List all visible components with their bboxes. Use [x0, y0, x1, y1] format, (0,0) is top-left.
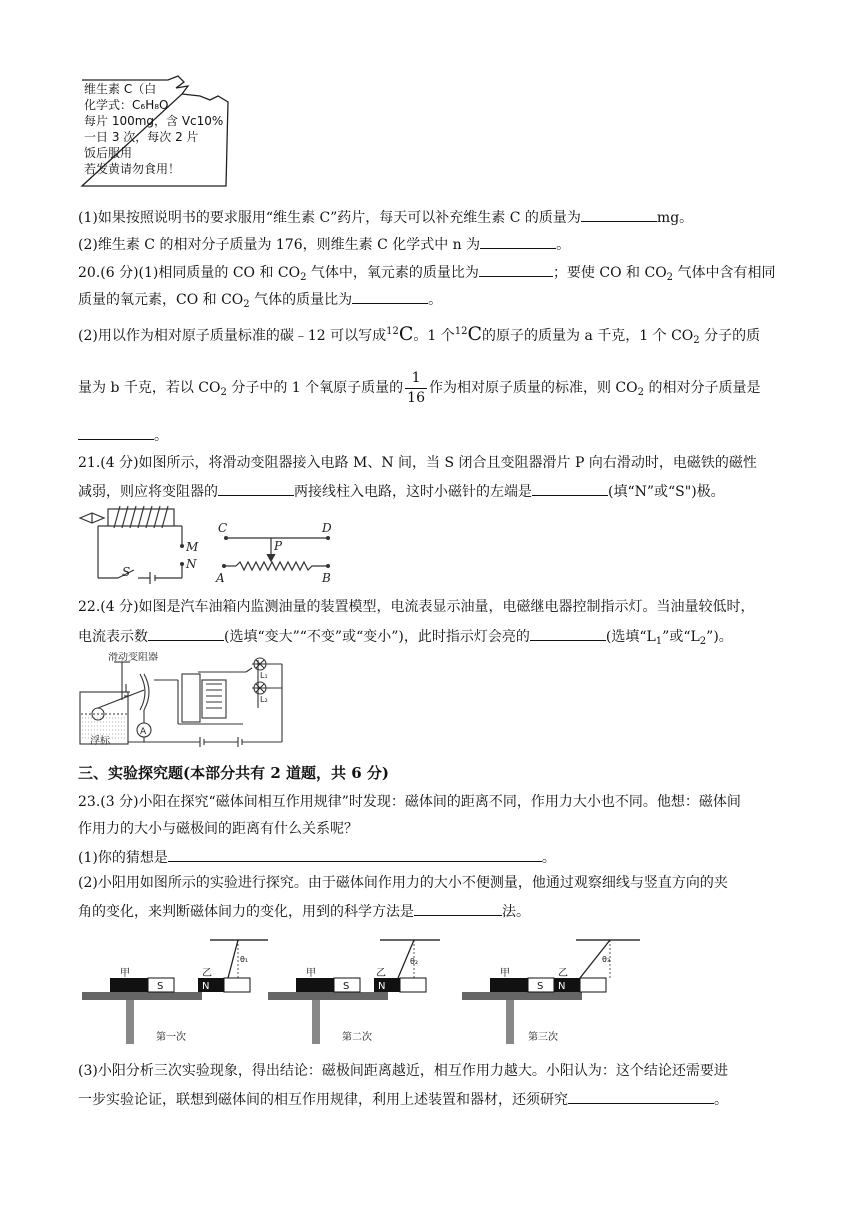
relay-coil-icon — [202, 680, 226, 718]
q20-l1-text: ；要使 CO 和 CO — [552, 265, 667, 281]
q19-p1-text: (1)如果按照说明书的要求服用“维生素 C”药片，每天可以补充维生素 C 的质量为 — [78, 210, 581, 226]
q19-part1 — [78, 206, 693, 228]
subscript: 2 — [220, 387, 227, 398]
trial-3 — [462, 940, 640, 1044]
answer-blank[interactable] — [532, 480, 608, 496]
label-s: S — [122, 565, 131, 579]
q20-line2 — [78, 288, 442, 315]
q23-part2-line1: (2)小阳用如图所示的实验进行探究。由于磁体间作用力的大小不便测量，他通过观察细线与竖直方向的夹 — [78, 875, 728, 891]
angle-label: θ₂ — [410, 957, 419, 966]
q21-line2 — [78, 480, 725, 502]
q23-part3-line2 — [78, 1088, 728, 1110]
label-m: M — [186, 540, 199, 554]
ammeter-label: A — [140, 727, 147, 737]
q23-line2: 作用力的大小与磁极间的距离有什么关系呢？ — [78, 821, 358, 837]
label-warning: 若发黄请勿食用！ — [84, 162, 181, 176]
q22-line1: 22.(4 分)如图是汽车油箱内监测油量的装置模型，电流表显示油量，电磁继电器控制指示灯。当油量较低时， — [78, 599, 755, 615]
answer-blank[interactable] — [530, 625, 606, 641]
lamp-l2-label: L₂ — [260, 695, 268, 704]
q21-l2-text: 两接线柱入电路，这时小磁针的左端是 — [294, 484, 532, 500]
trial-1-caption: 第一次 — [156, 1032, 186, 1043]
q22-line2 — [78, 625, 733, 652]
pole-s-label: S — [537, 981, 544, 992]
subscript: 2 — [699, 636, 707, 647]
answer-blank[interactable] — [480, 233, 556, 249]
label-after-meal: 饭后服用 — [84, 146, 133, 160]
angle-label: θ₁ — [240, 955, 249, 964]
fraction-denominator: 16 — [407, 389, 425, 406]
q22-l2-text: 电流表示数 — [78, 629, 148, 645]
q20-line1 — [78, 261, 776, 288]
magnet-yi-label: 乙 — [558, 968, 568, 979]
q22-l2-text: (选填“L — [605, 629, 656, 645]
magnet-jia-label: 甲 — [500, 968, 510, 979]
q20-line5 — [78, 424, 168, 446]
label-d: D — [322, 521, 332, 535]
q22-l2-text: ”或“L — [662, 629, 700, 645]
trial-2 — [268, 940, 440, 1044]
fraction-numerator: 1 — [405, 369, 427, 389]
q20-line3 — [78, 322, 760, 351]
terminal-b — [326, 564, 330, 568]
label-title: 维生素 C（白 — [84, 82, 157, 96]
q22-l2-text: (选填“变大”“不变”或“变小”)，此时指示灯会亮的 — [224, 629, 530, 645]
q20-l4-text: 的相对分子质量是 — [644, 380, 761, 396]
carbon-symbol: C — [398, 323, 414, 345]
q23-part3-line1: (3)小阳分析三次实验现象，得出结论：磁极间距离越近，相互作用力越大。小阳认为：这个结论还需要进 — [78, 1063, 728, 1079]
pole-n-label: N — [378, 981, 386, 992]
label-n: N — [186, 557, 197, 571]
answer-blank[interactable] — [568, 1088, 714, 1104]
q23-l3-end: 。 — [541, 850, 556, 866]
subscript: 2 — [693, 335, 700, 346]
q20-l2-text: 质量的氧元素，CO 和 CO — [78, 292, 244, 308]
q20-l2-text: 。 — [428, 292, 443, 308]
q21-line1: 21.(4 分)如图所示，将滑动变阻器接入电路 M、N 间，当 S 闭合且变阻器滑片 P 向右滑动时，电磁铁的磁性 — [78, 455, 757, 471]
answer-blank[interactable] — [148, 625, 224, 641]
section-3-heading: 三、实验探究题(本部分共有 2 道题，共 6 分) — [78, 764, 389, 782]
q20-l1-text: 气体中含有相同 — [673, 265, 776, 281]
trial-3-caption: 第三次 — [528, 1032, 558, 1043]
q19-part2 — [78, 233, 570, 255]
magnet-yi-label: 乙 — [202, 968, 212, 979]
subscript: 2 — [637, 387, 644, 398]
q20-l5-end: 。 — [154, 428, 168, 444]
magnet-experiment-figure — [80, 934, 650, 1046]
terminal-n — [180, 562, 184, 566]
angle-label: θ₃ — [602, 955, 611, 964]
superscript: 12 — [386, 326, 399, 337]
label-a: A — [216, 571, 225, 585]
q23-l5-end: 法。 — [502, 904, 530, 920]
magnet-yi-label: 乙 — [376, 968, 386, 979]
carbon-symbol: C — [467, 323, 483, 345]
q23-l7-end: 。 — [714, 1092, 728, 1108]
q23-l7-text: 一步实验论证，联想到磁体间的相互作用规律，利用上述装置和器材，还须研究 — [78, 1092, 568, 1108]
terminal-c — [224, 536, 228, 540]
pole-s-label: S — [157, 981, 164, 992]
answer-blank[interactable] — [168, 846, 542, 862]
superscript: 12 — [454, 326, 468, 337]
q20-l2-text: 气体的质量比为 — [249, 292, 353, 308]
q23-l5-text: 角的变化，来判断磁体间力的变化，用到的科学方法是 — [78, 904, 414, 920]
subscript: 2 — [666, 272, 674, 283]
answer-blank[interactable] — [218, 480, 294, 496]
q20-l1-text: 气体中，氧元素的质量比为 — [306, 265, 479, 281]
lamp-l1-label: L₁ — [260, 671, 268, 680]
q23-part1 — [78, 846, 556, 868]
magnet-jia-label: 甲 — [120, 968, 130, 979]
label-c: C — [218, 521, 228, 535]
trial-2-caption: 第二次 — [342, 1032, 372, 1043]
answer-blank[interactable] — [479, 261, 553, 277]
q23-l3-text: (1)你的猜想是 — [78, 850, 168, 866]
q20-l4-text: 量为 b 千克，若以 CO — [78, 380, 221, 396]
q21-l2-text: 减弱，则应将变阻器的 — [78, 484, 218, 500]
q21-l2-text: (填“N”或“S")极。 — [608, 484, 725, 500]
q23-line1: 23.(3 分)小阳在探究“磁体间相互作用规律”时发现：磁体间的距离不同，作用力大小也不同。他想：磁体间 — [78, 794, 741, 810]
terminal-a — [222, 564, 226, 568]
q20-l3-text: (2)用以作为相对原子质量标准的碳﹣12 可以写成 — [78, 328, 387, 344]
rheostat-label: 滑动变阻器 — [108, 652, 158, 663]
answer-blank[interactable] — [78, 424, 154, 440]
answer-blank[interactable] — [352, 288, 428, 304]
label-usage: 一日 3 次，每次 2 片 — [84, 130, 199, 144]
q20-l4-text: 作为相对原子质量的标准，则 CO — [428, 380, 638, 396]
answer-blank[interactable] — [414, 900, 502, 916]
answer-blank[interactable] — [581, 206, 657, 222]
fraction — [405, 369, 427, 408]
subscript: 2 — [300, 272, 307, 283]
subscript: 2 — [243, 299, 250, 310]
label-b: B — [322, 571, 331, 585]
fuel-tank-circuit-diagram — [78, 652, 288, 748]
q20-l3-text: 。1 个 — [413, 328, 455, 344]
label-formula: 化学式：C₆H₈O — [84, 98, 169, 112]
resistor-coil-icon — [236, 562, 328, 570]
q20-l4-text: 分子中的 1 个氧原子质量的 — [226, 380, 404, 396]
q19-p2-text: (2)维生素 C 的相对分子质量为 176，则维生素 C 化学式中 n 为 — [78, 237, 481, 253]
terminal-d — [326, 536, 330, 540]
float-label: 浮标 — [90, 736, 110, 747]
q23-part2-line2 — [78, 900, 530, 922]
q20-l3-text: 分子的质 — [699, 328, 761, 344]
electromagnet-circuit-diagram — [78, 500, 348, 586]
q19-p2-end: 。 — [556, 237, 571, 253]
q22-l2-text: ”)。 — [706, 629, 733, 645]
q20-l3-text: 的原子的质量为 a 千克，1 个 CO — [482, 328, 694, 344]
pole-n-label: N — [558, 981, 566, 992]
subscript: 1 — [655, 636, 663, 647]
q20-l1-text: 20.(6 分)(1)相同质量的 CO 和 CO — [78, 265, 301, 281]
q20-line4 — [78, 366, 760, 415]
label-p: P — [274, 539, 283, 553]
pole-n-label: N — [202, 981, 210, 992]
q19-p1-unit: mg。 — [656, 210, 694, 226]
vitamin-c-label-figure — [78, 74, 238, 190]
label-dose: 每片 100mg，含 Vc10% — [84, 114, 224, 128]
pole-s-label: S — [343, 981, 350, 992]
terminal-m — [180, 544, 184, 548]
magnet-jia-label: 甲 — [306, 968, 316, 979]
